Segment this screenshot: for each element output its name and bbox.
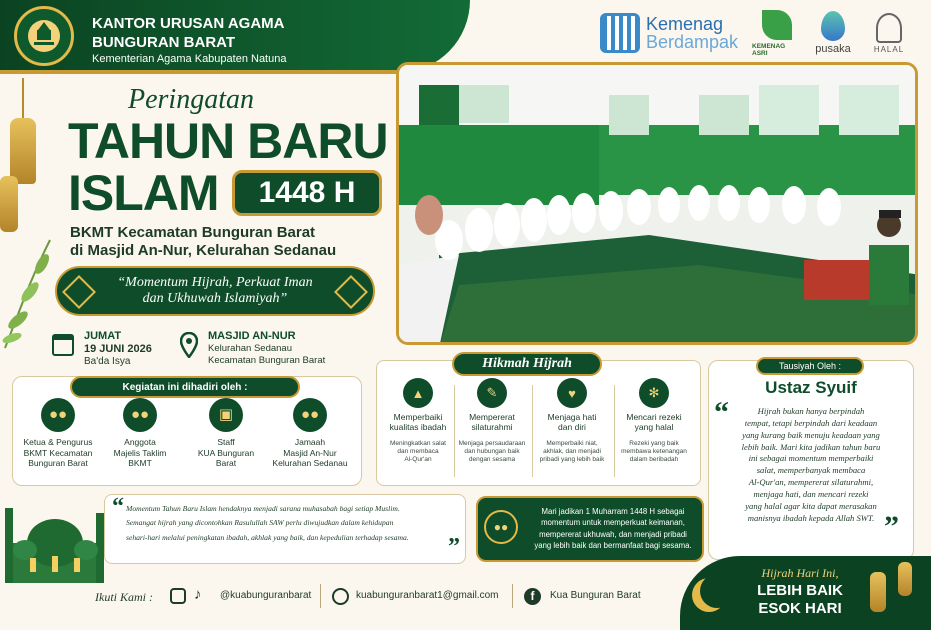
leaf-branch-icon [0, 230, 58, 350]
call-to-action-text: Mari jadikan 1 Muharram 1448 H sebagai momentum untuk memperkuat keimanan, mempererat ukhuwah, dan menjadi pribadi yang lebih baik dan bermanfaat bagi sesama. [534, 507, 692, 550]
event-day: JUMAT [84, 330, 122, 342]
pusaka-logo: pusaka [808, 6, 858, 60]
hikmah-title: Hikmah Hijrah [452, 352, 602, 376]
instagram-icon[interactable] [170, 588, 186, 604]
handshake-icon: ✎ [477, 378, 507, 408]
kemenag-text: Kemenag [645, 14, 724, 34]
hanging-lantern-icon [22, 78, 24, 118]
community-icon: ●● [484, 510, 518, 544]
lantern-icon [0, 176, 18, 232]
mosque-silhouette-icon [0, 488, 110, 583]
title-script: Peringatan [128, 84, 254, 115]
header-line2: BUNGURAN BARAT [92, 34, 236, 51]
halal-logo: HALAL [866, 6, 912, 60]
building-icon: ▣ [209, 398, 243, 432]
divider [320, 584, 321, 608]
header-line1: KANTOR URUSAN AGAMA [92, 15, 285, 32]
berdampak-text: Berdampak [645, 32, 739, 52]
speaker-name: Ustaz Syuif [765, 378, 857, 397]
quote-open-icon: “ [714, 396, 729, 429]
event-date: 19 JUNI 2026 [84, 343, 152, 355]
corner-line3: ESOK HARI [758, 600, 842, 617]
quote-close-icon: ” [448, 534, 460, 560]
mosque-interior-illustration [399, 65, 918, 345]
motto-banner [55, 266, 375, 316]
kemenag-logo [14, 6, 74, 66]
congregation-icon: ●● [293, 398, 327, 432]
divider [454, 385, 455, 477]
event-photo [396, 62, 918, 345]
praying-hands-icon: ✻ [639, 378, 669, 408]
attendee-item: ●● Ketua & Pengurus BKMT Kecamatan Bunguran Barat [18, 398, 98, 469]
quote-close-icon: ” [884, 510, 899, 543]
year-badge: 1448 H [232, 170, 382, 216]
reflection-quote-text: Momentum Tahun Baru Islam hendaknya menjadi sarana muhasabah bagi setiap Muslim. Semangat hijrah yang dicontohkan Rasulullah SAW perlu diwujudkan dalam kehidupan sehari-hari melalui peningkatan ibadah, akhlak yang baik, dan kepedulian terhadap sesama. [126, 504, 409, 542]
email-address[interactable]: kuabunguranbarat1@gmail.com [356, 590, 499, 601]
calendar-icon [52, 334, 74, 356]
title-sub-2: di Masjid An-Nur, Kelurahan Sedanau [70, 242, 337, 259]
attendees-title: Kegiatan ini dihadiri oleh : [70, 376, 300, 398]
kemenag-asri-logo: KEMENAG ASRI [752, 6, 802, 60]
motto-line2: dan Ukhuwah Islamiyah” [142, 291, 288, 306]
hikmah-item: ♥ Menjaga hati dan diri Memperbaiki niat, akhlak, dan menjadi pribadi yang lebih baik [532, 378, 612, 464]
tausiyah-label: Tausiyah Oleh : [756, 357, 864, 375]
corner-line1: Hijrah Hari Ini, [761, 566, 839, 580]
droplet-icon [821, 11, 845, 41]
leaf-icon [762, 10, 792, 40]
event-area2: Kecamatan Bunguran Barat [208, 355, 326, 366]
title-sub-1: BKMT Kecamatan Bunguran Barat [70, 224, 316, 241]
halal-icon [876, 13, 902, 43]
event-time: Ba'da Isya [84, 356, 131, 367]
hikmah-item: ✎ Mempererat silaturahmi Menjaga persaudaraan dan hubungan baik dengan sesama [452, 378, 532, 464]
heart-person-icon: ♥ [557, 378, 587, 408]
divider [512, 584, 513, 608]
hikmah-item: ✻ Mencari rezeki yang halal Rezeki yang baik membawa ketenangan dalam beribadah [614, 378, 694, 464]
lantern-icon [10, 118, 36, 184]
lantern-icon [898, 562, 912, 596]
attendee-item: ●● Anggota Majelis Taklim BKMT [100, 398, 180, 469]
lantern-icon [870, 572, 886, 612]
corner-line2: LEBIH BAIK [757, 582, 843, 599]
follow-label: Ikuti Kami : [95, 590, 153, 604]
divider [532, 385, 533, 477]
title-main-2: ISLAM [68, 165, 219, 221]
tiktok-icon[interactable]: ♪ [194, 586, 202, 603]
group-icon: ●● [41, 398, 75, 432]
tausiyah-text: Hijrah bukan hanya berpindah tempat, tetapi berpindah dari keadaan yang kurang baik menuju keadaan yang lebih baik. Mari kita jadikan tahun baru ini sebagai momentum memperbaiki salat, memperbanyak membaca Al-Qur'an, mempererat silaturahmi, menjaga hati, dan mencari rezeki yang halal agar kita dapat merasakan manisnya ibadah kepada Allah SWT. [741, 406, 881, 523]
social-handle[interactable]: @kuabunguranbarat [220, 590, 312, 601]
divider [614, 385, 615, 477]
title-main-1: TAHUN BARU [68, 113, 388, 169]
attendee-item: ▣ Staff KUA Bunguran Barat [186, 398, 266, 469]
kemenag-berdampak-logo [594, 6, 744, 60]
berdampak-icon [600, 13, 640, 53]
facebook-page[interactable]: Kua Bunguran Barat [550, 590, 641, 601]
crescent-moon-icon [700, 574, 734, 608]
quote-open-icon: “ [112, 494, 124, 520]
attendee-item: ●● Jamaah Masjid An-Nur Kelurahan Sedanau [270, 398, 350, 469]
women-group-icon: ●● [123, 398, 157, 432]
email-icon [332, 588, 349, 605]
mosque-icon: ▲ [403, 378, 433, 408]
header-line3: Kementerian Agama Kabupaten Natuna [92, 53, 287, 65]
event-venue: MASJID AN-NUR [208, 330, 296, 342]
hikmah-item: ▲ Memperbaiki kualitas ibadah Meningkatkan salat dan membaca Al-Qur'an [378, 378, 458, 464]
facebook-icon[interactable]: f [524, 588, 541, 605]
event-area1: Kelurahan Sedanau [208, 343, 292, 354]
location-pin-icon [180, 332, 198, 356]
motto-line1: “Momentum Hijrah, Perkuat Iman [117, 275, 313, 290]
